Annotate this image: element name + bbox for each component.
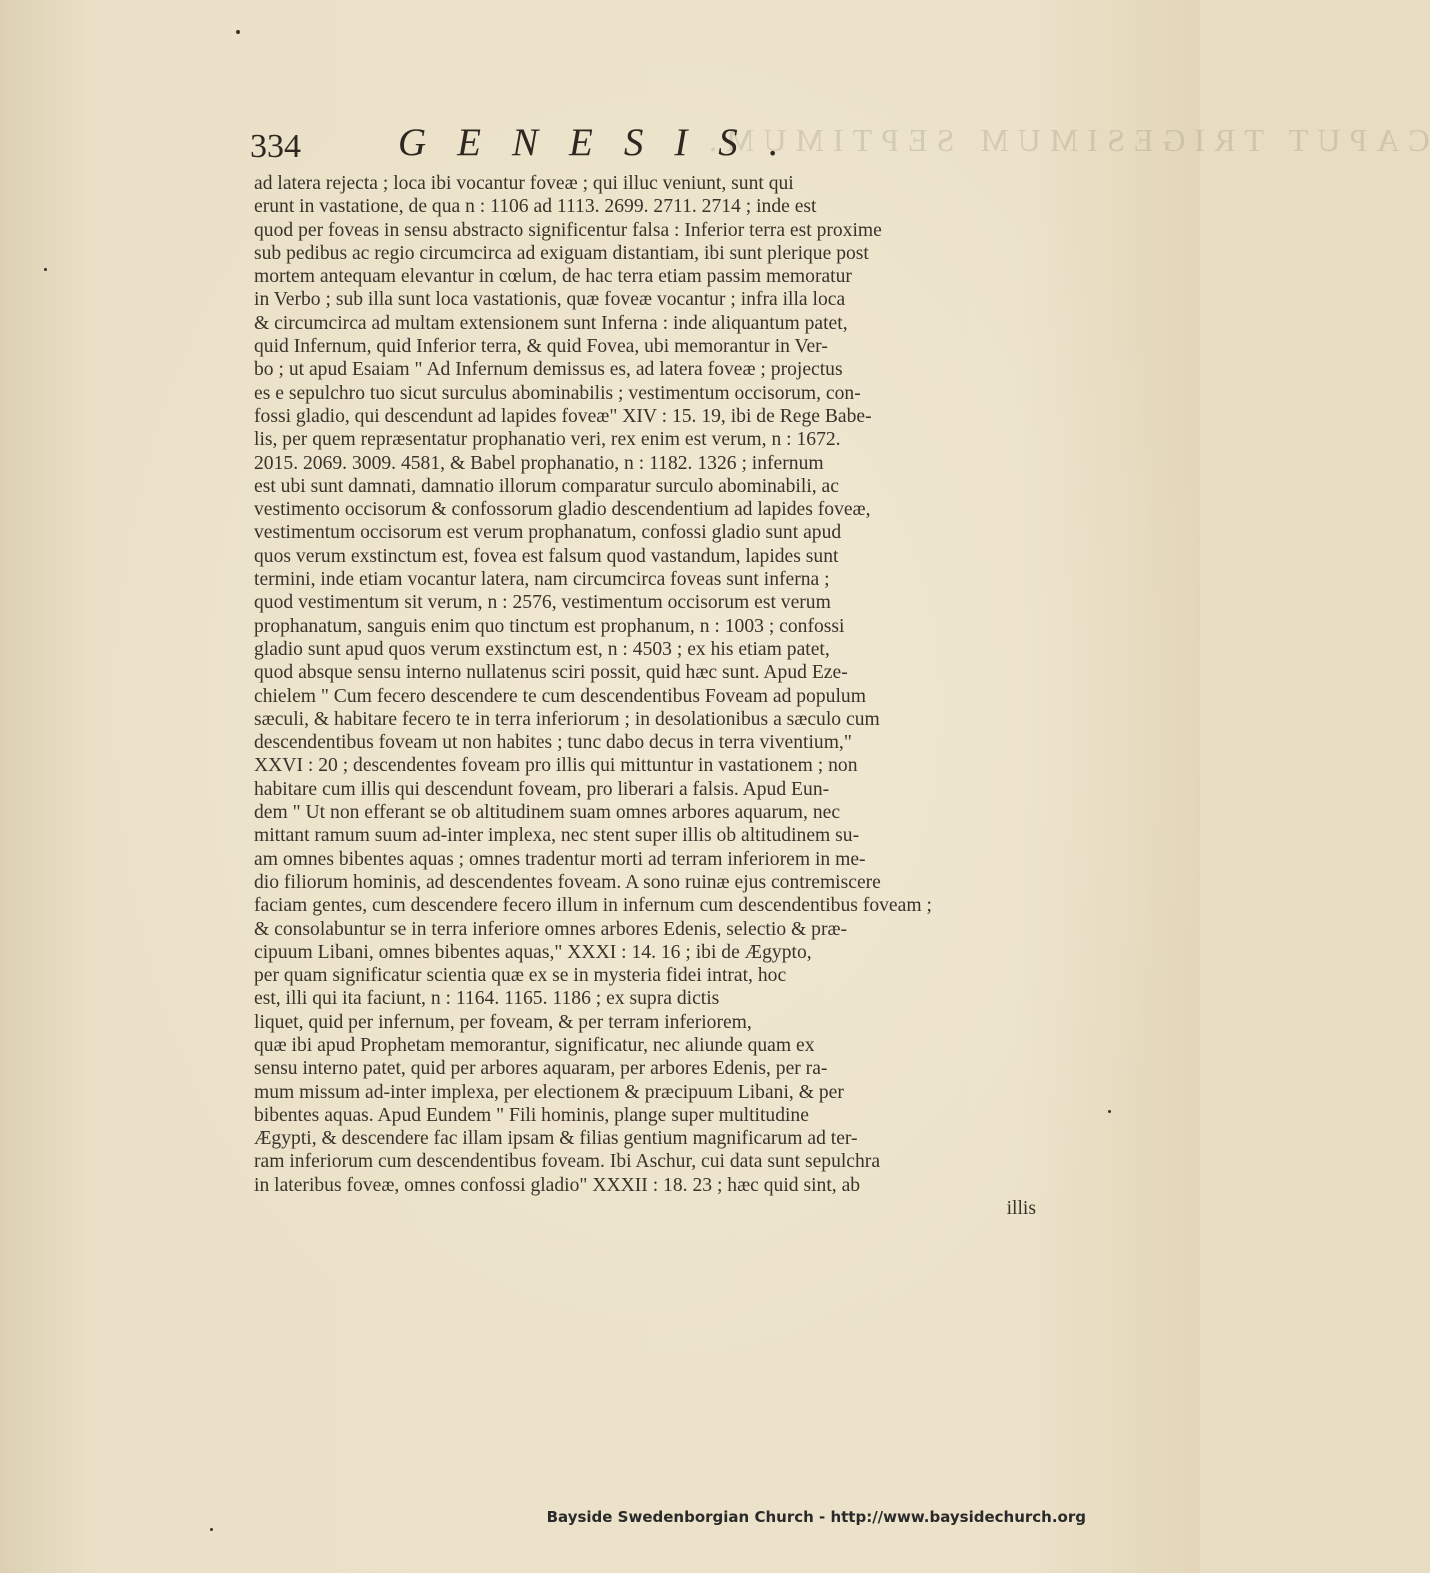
ink-speck (210, 1528, 213, 1531)
text-line: est, illi qui ita faciunt, n : 1164. 1165. 1186 ; ex supra dictis (254, 988, 720, 1010)
text-line: faciam gentes, cum descendere fecero illum in infernum cum descendentibus foveam ; (254, 895, 932, 917)
footer-credit: Bayside Swedenborgian Church - http://www.baysidechurch.org (546, 1508, 1086, 1526)
body-text (254, 172, 1036, 1220)
text-line: est ubi sunt damnati, damnatio illorum comparatur surculo abominabili, ac (254, 475, 839, 497)
text-line: erunt in vastatione, de qua n : 1106 ad 1113. 2699. 2711. 2714 ; inde est (254, 196, 817, 218)
text-line: dio filiorum hominis, ad descendentes foveam. A sono ruinæ ejus contremiscere (254, 871, 881, 893)
page-number: 334 (250, 128, 301, 165)
text-line: quid Infernum, quid Inferior terra, & quid Fovea, ubi memorantur in Ver- (254, 336, 828, 358)
text-line: sæculi, & habitare fecero te in terra inferiorum ; in desolationibus a sæculo cum (254, 708, 880, 730)
book-title: GENESIS. (398, 121, 810, 164)
catchword: illis (1006, 1198, 1036, 1220)
text-line: & consolabuntur se in terra inferiore omnes arbores Edenis, selectio & præ- (254, 918, 848, 940)
text-line: habitare cum illis qui descendunt foveam, pro liberari a falsis. Apud Eun- (254, 778, 830, 800)
text-line: bo ; ut apud Esaiam " Ad Infernum demissus es, ad latera foveæ ; projectus (254, 359, 843, 381)
text-line: quæ ibi apud Prophetam memorantur, significatur, nec aliunde quam ex (254, 1034, 815, 1056)
text-line: vestimentum occisorum est verum prophanatum, confossi gladio sunt apud (254, 522, 842, 544)
text-line: quod vestimentum sit verum, n : 2576, vestimentum occisorum est verum (254, 592, 831, 614)
text-line: per quam significatur scientia quæ ex se in mysteria fidei intrat, hoc (254, 965, 787, 987)
ink-speck (236, 30, 240, 34)
text-line: descendentibus foveam ut non habites ; tunc dabo decus in terra viventium," (254, 732, 852, 754)
text-line: vestimento occisorum & confossorum gladio descendentium ad lapides foveæ, (254, 499, 871, 521)
text-line: sensu interno patet, quid per arbores aquaram, per arbores Edenis, per ra- (254, 1058, 828, 1080)
text-line: prophanatum, sanguis enim quo tinctum est prophanum, n : 1003 ; confossi (254, 615, 845, 637)
text-line: Ægypti, & descendere fac illam ipsam & filias gentium magnificarum ad ter- (254, 1128, 858, 1150)
text-line: es e sepulchro tuo sicut surculus abominabilis ; vestimentum occisorum, con- (254, 382, 861, 404)
text-line: fossi gladio, qui descendunt ad lapides foveæ" XIV : 15. 19, ibi de Rege Babe- (254, 405, 872, 427)
text-line: 2015. 2069. 3009. 4581, & Babel prophanatio, n : 1182. 1326 ; infernum (254, 452, 824, 474)
text-line: am omnes bibentes aquas ; omnes tradentur morti ad terram inferiorem in me- (254, 848, 866, 870)
ink-speck (44, 268, 47, 271)
text-line: sub pedibus ac regio circumcirca ad exiguam distantiam, ibi sunt plerique post (254, 242, 869, 264)
bleed-through-text: CAPUT TRIGESIMUM SEPTIMUM. (700, 122, 1430, 158)
text-line: termini, inde etiam vocantur latera, nam circumcirca foveas sunt inferna ; (254, 569, 830, 591)
ink-speck (1108, 1110, 1111, 1113)
text-line: quod per foveas in sensu abstracto significentur falsa : Inferior terra est proxime (254, 219, 882, 241)
text-line: quod absque sensu interno nullatenus sciri possit, quid hæc sunt. Apud Eze- (254, 662, 848, 684)
text-line: ad latera rejecta ; loca ibi vocantur foveæ ; qui illuc veniunt, sunt qui (254, 173, 794, 194)
text-line: in Verbo ; sub illa sunt loca vastationis, quæ foveæ vocantur ; infra illa loca (254, 289, 846, 311)
text-line: mortem antequam elevantur in cœlum, de hac terra etiam passim memoratur (254, 266, 852, 288)
text-line: & circumcirca ad multam extensionem sunt Inferna : inde aliquantum patet, (254, 312, 848, 334)
text-line: XXVI : 20 ; descendentes foveam pro illis qui mittuntur in vastationem ; non (254, 755, 858, 777)
text-line: mittant ramum suum ad-inter implexa, nec stent super illis ob altitudinem su- (254, 825, 860, 847)
text-line: dem " Ut non efferant se ob altitudinem suam omnes arbores aquarum, nec (254, 802, 841, 824)
text-line: bibentes aquas. Apud Eundem " Fili hominis, plange super multitudine (254, 1104, 809, 1126)
text-line: in lateribus foveæ, omnes confossi gladio" XXXII : 18. 23 ; hæc quid sint, ab (254, 1174, 861, 1196)
text-line: ram inferiorum cum descendentibus foveam. Ibi Aschur, cui data sunt sepulchra (254, 1151, 881, 1173)
text-line: quos verum exstinctum est, fovea est falsum quod vastandum, lapides sunt (254, 545, 839, 567)
text-line: cipuum Libani, omnes bibentes aquas," XXXI : 14. 16 ; ibi de Ægypto, (254, 941, 812, 963)
text-line: mum missum ad-inter implexa, per electionem & præcipuum Libani, & per (254, 1081, 844, 1103)
text-line: gladio sunt apud quos verum exstinctum est, n : 4503 ; ex his etiam patet, (254, 638, 830, 660)
running-head (250, 120, 910, 170)
text-line: liquet, quid per infernum, per foveam, & per terram inferiorem, (254, 1011, 752, 1033)
text-line: lis, per quem repræsentatur prophanatio veri, rex enim est verum, n : 1672. (254, 429, 841, 451)
text-line: chielem " Cum fecero descendere te cum descendentibus Foveam ad populum (254, 685, 866, 707)
